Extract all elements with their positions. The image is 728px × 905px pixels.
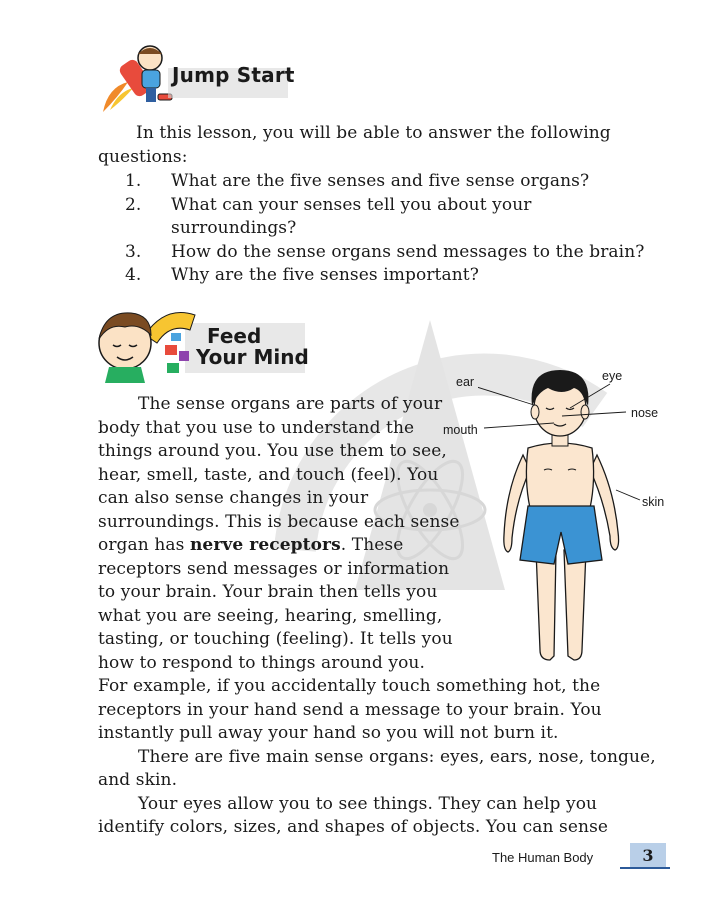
feed-your-mind-boy-icon [95, 305, 305, 383]
page-number: 3 [630, 843, 666, 867]
question-text: What are the five senses and five sense organs? [171, 171, 590, 191]
paragraph-example: For example, if you accidentally touch something hot, the receptors in your hand send a message to your brain. You instantly pull away your hand so you will not burn it. [98, 676, 602, 743]
list-item [125, 170, 665, 194]
question-text: How do the sense organs send messages to the brain? [171, 241, 645, 262]
list-item [125, 241, 665, 265]
label-nose: nose [631, 406, 659, 420]
list-item [125, 194, 665, 241]
question-number: 3. [125, 241, 142, 262]
label-skin: skin [642, 495, 665, 509]
page-number-underline [620, 867, 670, 869]
feed-your-mind-title-line1: Feed [207, 324, 262, 348]
footer-chapter-title: The Human Body [492, 850, 594, 865]
label-ear: ear [456, 375, 475, 389]
label-eye: eye [602, 369, 623, 383]
question-text: Why are the five senses important? [171, 265, 479, 285]
paragraph-text: . These receptors send messages or information to your brain. Your brain then tells you what you are seeing, hearing, smelling, tasting, or touching (feeling). It tells you how to respond to things around you. [98, 535, 453, 673]
question-list [125, 170, 665, 288]
list-item [125, 264, 665, 288]
paragraph-eyes: Your eyes allow you to see things. They can help you identify colors, sizes, and shapes of objects. You can sense [98, 793, 609, 837]
question-number: 2. [125, 194, 142, 215]
paragraph-five-organs: There are five main sense organs: eyes, ears, nose, tongue, and skin. [98, 746, 656, 790]
main-content [98, 393, 658, 840]
intro-paragraph [98, 122, 658, 169]
jump-start-title: Jump Start [172, 63, 295, 87]
intro-text: In this lesson, you will be able to answer the following questions: [98, 123, 611, 167]
label-mouth: mouth [443, 423, 478, 437]
paragraph-text: The sense organs are parts of your body that you use to understand the things around you. You use them to see, hear, smell, taste, and touch (feel). You can also sense changes in your surroundings. This is because each sense organ has [98, 394, 460, 555]
feed-your-mind-title-line2: Your Mind [196, 345, 309, 369]
paragraph-sense-organs [98, 393, 460, 675]
question-text: What can your senses tell you about your surroundings? [171, 194, 532, 238]
question-number: 4. [125, 265, 142, 285]
question-number: 1. [125, 171, 142, 191]
bold-term: nerve receptors [189, 535, 341, 555]
